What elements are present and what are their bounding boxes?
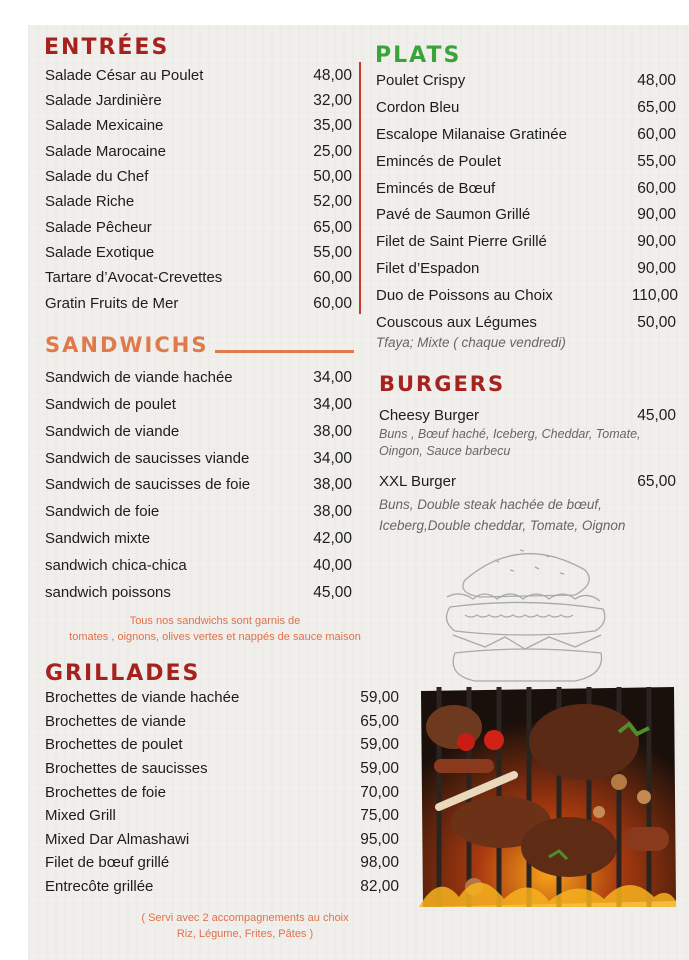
grillade-item (45, 807, 399, 825)
mushroom (611, 774, 627, 790)
item-price: 60,00 (637, 126, 676, 143)
couscous-note: Tfaya; Mixte ( chaque vendredi) (376, 335, 566, 350)
plat-item (376, 287, 678, 305)
item-price: 55,00 (313, 244, 352, 261)
item-price: 65,00 (360, 713, 399, 730)
column-divider (359, 62, 361, 314)
mushroom (637, 790, 651, 804)
item-price: 59,00 (360, 736, 399, 753)
grillade-item (45, 689, 399, 707)
entree-item (45, 67, 352, 85)
item-price: 34,00 (313, 396, 352, 413)
item-name: Salade Riche (45, 193, 135, 210)
item-price: 65,00 (637, 99, 676, 116)
item-name: Couscous aux Légumes (376, 314, 537, 331)
item-price: 59,00 (360, 760, 399, 777)
plat-item (376, 126, 676, 144)
sandwich-item (45, 423, 352, 441)
item-price: 82,00 (360, 878, 399, 895)
grillade-item (45, 713, 399, 731)
mushroom (593, 806, 605, 818)
burgers-heading: BURGERS (379, 372, 506, 396)
item-name: Sandwich de saucisses de foie (45, 476, 251, 493)
item-name: Salade Jardinière (45, 92, 162, 109)
grillade-item (45, 854, 399, 872)
item-price: 40,00 (313, 557, 352, 574)
item-name: Salade César au Poulet (45, 67, 204, 84)
sandwichs-note (35, 613, 395, 645)
item-name: Cordon Bleu (376, 99, 460, 116)
item-name: Filet de bœuf grillé (45, 854, 170, 871)
sandwich-item (45, 557, 352, 575)
item-name: Brochettes de poulet (45, 736, 183, 753)
entree-item (45, 269, 352, 287)
plat-item (376, 206, 676, 224)
entree-item (45, 168, 352, 186)
entree-item (45, 295, 352, 313)
item-name: Brochettes de viande hachée (45, 689, 240, 706)
grillade-item (45, 878, 399, 896)
plat-item (376, 314, 676, 332)
item-name: Escalope Milanaise Gratinée (376, 126, 567, 143)
item-name: Emincés de Poulet (376, 153, 502, 170)
item-name: Brochettes de viande (45, 713, 186, 730)
item-name: Salade du Chef (45, 168, 149, 185)
entree-item (45, 117, 352, 135)
item-price: 38,00 (313, 476, 352, 493)
item-price: 34,00 (313, 450, 352, 467)
item-price: 38,00 (313, 503, 352, 520)
item-name: XXL Burger (379, 473, 456, 490)
item-name: sandwich poissons (45, 584, 171, 601)
item-price: 55,00 (637, 153, 676, 170)
item-name: Sandwich de viande (45, 423, 180, 440)
item-name: Poulet Crispy (376, 72, 466, 89)
item-name: Duo de Poissons au Choix (376, 287, 553, 304)
item-name: Tartare d’Avocat-Crevettes (45, 269, 223, 286)
item-price: 42,00 (313, 530, 352, 547)
entree-item (45, 92, 352, 110)
entree-item (45, 143, 352, 161)
plat-item (376, 153, 676, 171)
sandwich-item (45, 369, 352, 387)
burger-sketch-bottom-bun (453, 649, 601, 681)
sandwich-item (45, 450, 352, 468)
item-price: 65,00 (313, 219, 352, 236)
sandwichs-note-line: Tous nos sandwichs sont garnis de (129, 615, 301, 627)
plat-item (376, 233, 676, 251)
sandwich-item (45, 396, 352, 414)
item-name: Sandwich de saucisses viande (45, 450, 250, 467)
item-price: 38,00 (313, 423, 352, 440)
sandwich-item (45, 503, 352, 521)
item-price: 110,00 (631, 287, 678, 304)
item-price: 25,00 (313, 143, 352, 160)
burger-item (379, 473, 676, 491)
item-name: Cheesy Burger (379, 407, 480, 424)
item-name: Sandwich de viande hachée (45, 369, 233, 386)
item-name: Mixed Grill (45, 807, 116, 824)
burger-sketch-lettuce (447, 594, 600, 601)
sausage (434, 759, 494, 773)
item-price: 95,00 (360, 831, 399, 848)
item-price: 48,00 (637, 72, 676, 89)
grillades-note-line: ( Servi avec 2 accompagnements au choix (141, 912, 349, 924)
burger-description-line: Buns, Double steak hachée de bœuf, (379, 497, 602, 512)
item-price: 35,00 (313, 117, 352, 134)
item-price: 70,00 (360, 784, 399, 801)
grillades-heading: GRILLADES (45, 661, 201, 686)
sausage (624, 827, 669, 851)
item-price: 52,00 (313, 193, 352, 210)
sandwich-item (45, 584, 352, 602)
item-price: 60,00 (637, 180, 676, 197)
item-name: Emincés de Bœuf (376, 180, 496, 197)
sandwichs-underline (215, 350, 354, 353)
sandwichs-note-line: tomates , oignons, olives vertes et nappés de sauce maison (69, 631, 361, 643)
item-name: Sandwich de poulet (45, 396, 176, 413)
grillade-item (45, 831, 399, 849)
plat-item (376, 260, 676, 278)
entree-item (45, 193, 352, 211)
item-name: sandwich chica-chica (45, 557, 187, 574)
item-name: Entrecôte grillée (45, 878, 154, 895)
item-name: Brochettes de saucisses (45, 760, 208, 777)
item-name: Gratin Fruits de Mer (45, 295, 179, 312)
item-price: 50,00 (313, 168, 352, 185)
steak (521, 817, 617, 877)
item-price: 34,00 (313, 369, 352, 386)
item-price: 65,00 (637, 473, 676, 490)
item-name: Salade Pêcheur (45, 219, 152, 236)
item-price: 60,00 (313, 295, 352, 312)
burger-description-line: Buns , Bœuf haché, Iceberg, Cheddar, Tomate, (379, 427, 641, 441)
item-name: Filet d’Espadon (376, 260, 480, 277)
item-price: 59,00 (360, 689, 399, 706)
grill-photo-image (419, 687, 676, 907)
item-price: 90,00 (637, 233, 676, 250)
item-name: Pavé de Saumon Grillé (376, 206, 531, 223)
tomato (484, 730, 504, 750)
tomato (457, 733, 475, 751)
burger-sketch-top-bun (463, 554, 589, 597)
item-name: Salade Marocaine (45, 143, 166, 160)
item-price: 50,00 (637, 314, 676, 331)
entrees-heading: ENTRÉES (44, 35, 170, 60)
item-name: Filet de Saint Pierre Grillé (376, 233, 547, 250)
plat-item (376, 180, 676, 198)
item-price: 90,00 (637, 206, 676, 223)
item-name: Salade Mexicaine (45, 117, 164, 134)
grillade-item (45, 736, 399, 754)
item-price: 32,00 (313, 92, 352, 109)
item-name: Sandwich de foie (45, 503, 160, 520)
entree-item (45, 244, 352, 262)
burger-sketch-patty (446, 602, 604, 635)
plats-heading: PLATS (375, 43, 462, 68)
item-price: 90,00 (637, 260, 676, 277)
sandwich-item (45, 530, 352, 548)
item-name: Brochettes de foie (45, 784, 166, 801)
item-name: Mixed Dar Almashawi (45, 831, 190, 848)
item-price: 98,00 (360, 854, 399, 871)
burger-sketch-patty-texture (465, 615, 573, 617)
burger-description-line: Iceberg,Double cheddar, Tomate, Oignon (379, 518, 626, 533)
item-price: 75,00 (360, 807, 399, 824)
item-name: Salade Exotique (45, 244, 155, 261)
grillade-item (45, 784, 399, 802)
burger-description (379, 426, 641, 460)
steak (529, 704, 639, 780)
grillades-note (90, 910, 400, 942)
item-price: 60,00 (313, 269, 352, 286)
sandwichs-heading: SANDWICHS (45, 333, 209, 357)
burger-item (379, 407, 676, 425)
plat-item (376, 99, 676, 117)
burger-sketch-image (425, 535, 620, 685)
sandwich-item (45, 476, 352, 494)
burger-sketch-cheese (453, 635, 601, 649)
burger-description-line: Oingon, Sauce barbecu (379, 444, 511, 458)
item-name: Sandwich mixte (45, 530, 151, 547)
grillade-item (45, 760, 399, 778)
item-price: 45,00 (313, 584, 352, 601)
item-price: 45,00 (637, 407, 676, 424)
plat-item (376, 72, 676, 90)
entree-item (45, 219, 352, 237)
item-price: 48,00 (313, 67, 352, 84)
burger-description (379, 494, 625, 536)
grillades-note-line: Riz, Légume, Frites, Pâtes ) (176, 928, 314, 940)
